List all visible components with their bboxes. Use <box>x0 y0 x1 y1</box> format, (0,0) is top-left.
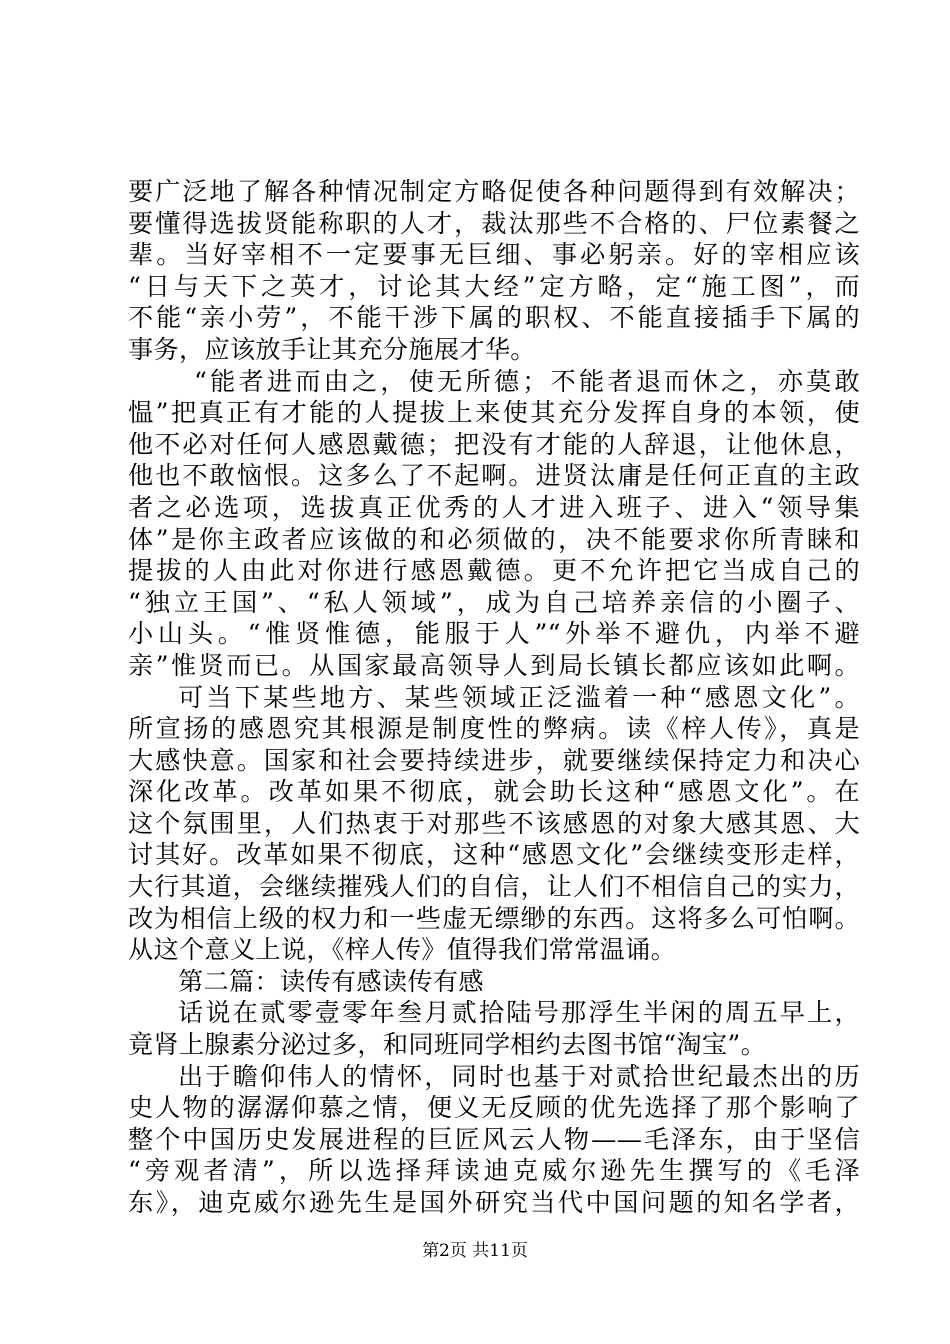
text-line: 讨其好。改革如果不彻底，这种“感恩文化”会继续变形走样， <box>128 840 860 870</box>
text-line: 可当下某些地方、某些领域正泛滥着一种“感恩文化”。 <box>178 682 860 712</box>
text-line: 改为相信上级的权力和一些虚无缥缈的东西。这将多么可怕啊。 <box>128 903 860 933</box>
text-line: 东》，迪克威尔逊先生是国外研究当代中国问题的知名学者， <box>128 1188 860 1217</box>
text-line: 所宣扬的感恩究其根源是制度性的弊病。读《梓人传》，真是 <box>128 714 860 744</box>
text-line: “日与天下之英才，讨论其大经”定方略，定“施工图”，而 <box>128 271 860 301</box>
text-line: 他也不敢恼恨。这多么了不起啊。进贤汰庸是任何正直的主政 <box>128 461 860 491</box>
text-line: 大感快意。国家和社会要持续进步，就要继续保持定力和决心 <box>128 745 860 775</box>
text-line: 话说在贰零壹零年叁月贰拾陆号那浮生半闲的周五早上， <box>178 998 860 1028</box>
text-line: 辈。当好宰相不一定要事无巨细、事必躬亲。好的宰相应该 <box>128 240 860 270</box>
text-line: 从这个意义上说，《梓人传》值得我们常常温诵。 <box>128 935 677 965</box>
text-line: 他不必对任何人感恩戴德；把没有才能的人辞退，让他休息， <box>128 429 860 459</box>
text-line: “旁观者清”，所以选择拜读迪克威尔逊先生撰写的《毛泽 <box>128 1156 860 1186</box>
page-number-footer: 第2页 共11页 <box>422 1241 528 1261</box>
text-line: 不能“亲小劳”，不能干涉下属的职权、不能直接插手下属的 <box>128 303 860 333</box>
text-line: 小山头。“惟贤惟德，能服于人”“外举不避仇，内举不避 <box>128 619 860 649</box>
text-line: 出于瞻仰伟人的情怀，同时也基于对贰拾世纪最杰出的历 <box>178 1061 860 1091</box>
text-line: 提拔的人由此对你进行感恩戴德。更不允许把它当成自己的 <box>128 556 860 586</box>
text-line: 体”是你主政者应该做的和必须做的，决不能要求你所青睐和 <box>128 524 860 554</box>
text-line: 大行其道，会继续摧残人们的自信，让人们不相信自己的实力， <box>128 872 860 902</box>
text-line: 深化改革。改革如果不彻底，就会助长这种“感恩文化”。在 <box>128 777 860 807</box>
text-line: 事务，应该放手让其充分施展才华。 <box>128 334 536 364</box>
text-line: 竟肾上腺素分泌过多，和同班同学相约去图书馆“淘宝”。 <box>128 1030 767 1060</box>
text-line: 史人物的潺潺仰慕之情，便义无反顾的优先选择了那个影响了 <box>128 1093 860 1123</box>
text-line: 这个氛围里，人们热衷于对那些不该感恩的对象大感其恩、大 <box>128 808 860 838</box>
text-line: “能者进而由之，使无所德；不能者退而休之，亦莫敢 <box>194 366 860 396</box>
text-line: 整个中国历史发展进程的巨匠风云人物——毛泽东，由于坚信 <box>128 1124 860 1154</box>
text-line: 愠”把真正有才能的人提拔上来使其充分发挥自身的本领，使 <box>128 398 860 428</box>
text-line: 第二篇：读传有感读传有感 <box>178 966 484 996</box>
document-body <box>128 176 860 1219</box>
text-line: 亲”惟贤而已。从国家最高领导人到局长镇长都应该如此啊。 <box>128 650 860 680</box>
text-line: 者之必选项，选拔真正优秀的人才进入班子、进入“领导集 <box>128 492 860 522</box>
text-line: “独立王国”、“私人领域”，成为自己培养亲信的小圈子、 <box>128 587 860 617</box>
text-line: 要广泛地了解各种情况制定方略促使各种问题得到有效解决； <box>128 177 860 206</box>
text-line: 要懂得选拔贤能称职的人才，裁汰那些不合格的、尸位素餐之 <box>128 208 860 238</box>
